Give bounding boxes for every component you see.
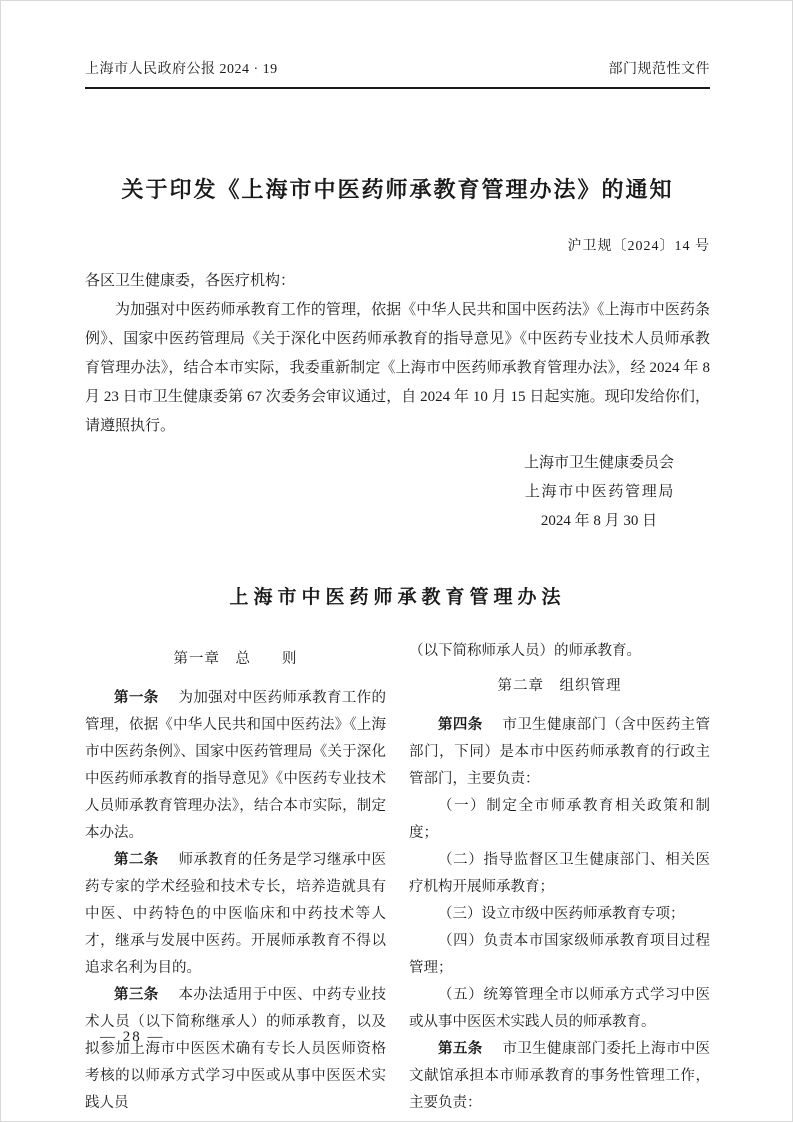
notice-body-paragraph: 为加强对中医药师承教育工作的管理，依据《中华人民共和国中医药法》《上海市中医药条例》、国家中医药管理局《关于深化中医药师承教育的指导意见》《中医药专业技术人员师承教育管理办法》，结合本市实际，我委重新制定《上海市中医药师承教育管理办法》，经 2024 年 8 月 23 日市卫生健康委第 67 次委务会审议通过，自 2024 年 10 月 15 日起实施。现印发给你们，请遵照执行。 bbox=[85, 302, 710, 434]
page-header bbox=[85, 58, 710, 78]
article-paragraph: （三）设立市级中医药师承教育专项； bbox=[438, 906, 685, 922]
regulation-column-right bbox=[409, 638, 710, 1117]
article-number-label: 第一条 bbox=[114, 690, 159, 706]
article-paragraph: 第三条 本办法适用于中医、中药专业技术人员（以下简称继承人）的师承教育，以及拟参加上海市中医医术确有专长人员医师资格考核的以师承方式学习中医或从事中医医术实践人员 bbox=[85, 987, 387, 1111]
chapter-heading: 第二章 组织管理 bbox=[497, 678, 622, 694]
page-number: — 28 — bbox=[100, 1029, 165, 1045]
header-rule bbox=[85, 87, 710, 89]
signer-tcm-administration: 上海市中医药管理局 bbox=[524, 484, 676, 500]
signature-inner bbox=[524, 449, 674, 536]
article-paragraph: （一）制定全市师承教育相关政策和制度； bbox=[409, 798, 710, 841]
signature-date: 2024 年 8 月 30 日 bbox=[540, 513, 658, 529]
chapter-heading: 第一章 总 则 bbox=[173, 651, 298, 667]
document-number: 沪卫规〔2024〕14 号 bbox=[567, 239, 710, 254]
header-publication-title: 上海市人民政府公报 2024 · 19 bbox=[85, 62, 278, 77]
article-number-label: 第二条 bbox=[114, 852, 159, 868]
article-number-label: 第四条 bbox=[438, 717, 483, 733]
salutation: 各区卫生健康委，各医疗机构： bbox=[85, 273, 296, 289]
header-section-label: 部门规范性文件 bbox=[608, 62, 710, 77]
article-paragraph: （四）负责本市国家级师承教育项目过程管理； bbox=[409, 933, 710, 976]
article-number-label: 第三条 bbox=[114, 987, 159, 1003]
article-paragraph: 第五条 市卫生健康部门委托上海市中医文献馆承担本市师承教育的事务性管理工作，主要负责： bbox=[409, 1041, 711, 1111]
article-paragraph: （五）统筹管理全市以师承方式学习中医或从事中医医术实践人员的师承教育。 bbox=[409, 987, 710, 1030]
article-paragraph: （以下简称师承人员）的师承教育。 bbox=[409, 643, 641, 659]
article-paragraph: 第四条 市卫生健康部门（含中医药主管部门，下同）是本市中医药师承教育的行政主管部门，主要负责： bbox=[409, 717, 711, 787]
regulation-title: 上海市中医药师承教育管理办法 bbox=[229, 587, 566, 608]
notice-title: 关于印发《上海市中医药师承教育管理办法》的通知 bbox=[121, 177, 674, 202]
article-paragraph: 第一条 为加强对中医药师承教育工作的管理，依据《中华人民共和国中医药法》《上海市中医药条例》、国家中医药管理局《关于深化中医药师承教育的指导意见》《中医药专业技术人员师承教育管理办法》，结合本市实际，制定本办法。 bbox=[85, 690, 387, 841]
signer-health-commission: 上海市卫生健康委员会 bbox=[523, 455, 674, 471]
article-number-label: 第五条 bbox=[438, 1041, 483, 1057]
signature-block bbox=[85, 449, 710, 536]
article-paragraph: （二）指导监督区卫生健康部门、相关医疗机构开展师承教育； bbox=[409, 852, 710, 895]
article-paragraph: 第二条 师承教育的任务是学习继承中医药专家的学术经验和技术专长，培养造就具有中医、中药特色的中医临床和中药技术等人才，继承与发展中医药。开展师承教育不得以追求名利为目的。 bbox=[85, 852, 387, 976]
regulation-columns bbox=[85, 638, 710, 1117]
